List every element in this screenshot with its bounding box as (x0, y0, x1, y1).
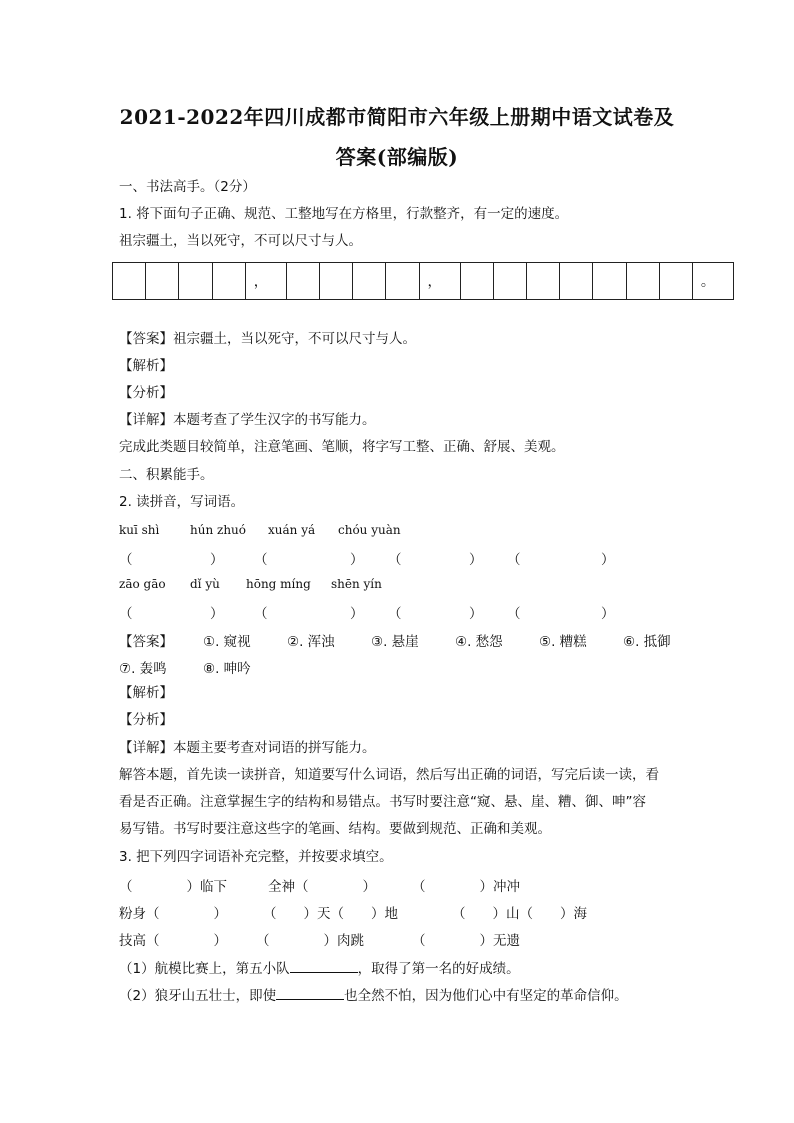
pinyin-1: kuī shì (119, 523, 160, 537)
blank-paren-open: （ (507, 606, 521, 622)
blank-paren-close: ） (350, 606, 364, 622)
blank-paren-close: ） (210, 552, 224, 568)
detail-2: 【详解】本题主要考查对词语的拼写能力。 (119, 740, 376, 756)
detail-2b: 解答本题，首先读一读拼音，知道要写什么词语，然后写出正确的词语，写完后读一读，看 (119, 767, 659, 783)
grid-cell (527, 263, 560, 299)
idiom-blank: （ ）无遗 (412, 933, 520, 949)
blank-paren-close: ） (469, 606, 483, 622)
grid-cell (660, 263, 693, 299)
blank-paren-close: ） (469, 552, 483, 568)
grid-cell (179, 263, 212, 299)
fill-sentence-2 (119, 984, 628, 1004)
answer-item: ③. 悬崖 (371, 634, 419, 650)
blank-paren-open: （ (507, 552, 521, 568)
blank-paren-open: （ (119, 552, 133, 568)
fill-sentence-1-end: ，取得了第一名的好成绩。 (357, 961, 520, 977)
blank-paren-close: ） (601, 552, 615, 568)
fenxi-1: 【分析】 (119, 385, 173, 401)
idiom-blank: 全神（ ） (268, 879, 376, 895)
blank-paren-open: （ (388, 552, 402, 568)
idiom-blank: （ ）山（ ）海 (452, 906, 587, 922)
pinyin-8: shēn yín (331, 577, 382, 591)
document-title-line1: 2021-2022年四川成都市简阳市六年级上册期中语文试卷及 (119, 105, 675, 129)
blank-paren-close: ） (350, 552, 364, 568)
grid-cell (113, 263, 146, 299)
idiom-blank: （ ）肉跳 (256, 933, 364, 949)
detail-2c: 看是否正确。注意掌握生字的结构和易错点。书写时要注意“窥、悬、崖、糟、御、呻”容 (119, 794, 646, 810)
question1: 1. 将下面句子正确、规范、工整地写在方格里，行款整齐，有一定的速度。 (119, 206, 569, 222)
pinyin-2: hún zhuó (190, 523, 247, 537)
grid-cell (320, 263, 353, 299)
grid-cell (560, 263, 593, 299)
blank-paren-close: ） (601, 606, 615, 622)
fill-sentence-1 (119, 957, 520, 977)
idiom-blank: （ ）临下 (119, 879, 227, 895)
fill-sentence-2-end: 也全然不怕，因为他们心中有坚定的革命信仰。 (344, 988, 628, 1004)
detail-2d: 易写错。书写时要注意这些字的笔画、结构。要做到规范、正确和美观。 (119, 821, 551, 837)
grid-cell (146, 263, 179, 299)
document-title-line2: 答案(部编版) (335, 145, 459, 169)
blank-paren-open: （ (254, 552, 268, 568)
pinyin-5: zāo gāo (119, 577, 166, 591)
fenxi-2: 【分析】 (119, 712, 173, 728)
answer-item: ①. 窥视 (203, 634, 251, 650)
analysis-1: 【解析】 (119, 358, 173, 374)
grid-cell (213, 263, 246, 299)
grid-cell (494, 263, 527, 299)
idiom-blank: 技高（ ） (119, 933, 227, 949)
pinyin-3: xuán yá (268, 523, 316, 537)
answer-item: ⑤. 糟糕 (539, 634, 587, 650)
grid-cell (461, 263, 494, 299)
section1-heading: 一、书法高手。（2分） (119, 179, 256, 195)
blank-paren-open: （ (254, 606, 268, 622)
idiom-blank: 粉身（ ） (119, 906, 227, 922)
pinyin-6: dǐ yù (190, 577, 220, 591)
fill-blank-1 (290, 958, 358, 973)
answer-item: ②. 浑浊 (287, 634, 335, 650)
idiom-blank: （ ）天（ ）地 (263, 906, 398, 922)
fill-sentence-1-start: （1）航模比赛上，第五小队 (119, 961, 290, 977)
grid-cell: 。 (700, 274, 715, 290)
question3: 3. 把下列四字词语补充完整，并按要求填空。 (119, 849, 393, 865)
blank-paren-close: ） (210, 606, 224, 622)
answer-item: ⑧. 呻吟 (203, 661, 251, 677)
section2-heading: 二、积累能手。 (119, 467, 214, 483)
writing-grid (112, 262, 734, 300)
detail-1b: 完成此类题目较简单，注意笔画、笔顺，将字写工整、正确、舒展、美观。 (119, 439, 565, 455)
pinyin-4: chóu yuàn (338, 523, 401, 537)
fill-blank-2 (276, 985, 344, 1000)
question2: 2. 读拼音，写词语。 (119, 494, 245, 510)
analysis-2: 【解析】 (119, 685, 173, 701)
answer-item: ⑥. 抵御 (623, 634, 671, 650)
fill-sentence-2-start: （2）狼牙山五壮士，即使 (119, 988, 277, 1004)
answer-item: ④. 愁怨 (455, 634, 503, 650)
grid-cell (386, 263, 419, 299)
blank-paren-open: （ (119, 606, 133, 622)
pinyin-7: hōng míng (246, 577, 311, 591)
answer-item: ⑦. 轰鸣 (119, 661, 167, 677)
grid-cell: ， (246, 263, 287, 299)
idiom-blank: （ ）冲冲 (412, 879, 520, 895)
copy-sentence: 祖宗疆土，当以死守，不可以尺寸与人。 (119, 233, 362, 249)
grid-cell: ， (420, 263, 461, 299)
grid-cell (353, 263, 386, 299)
grid-cell (593, 263, 626, 299)
answer-1: 【答案】祖宗疆土，当以死守，不可以尺寸与人。 (119, 331, 416, 347)
grid-cell (627, 263, 660, 299)
blank-paren-open: （ (388, 606, 402, 622)
grid-cell (287, 263, 320, 299)
detail-1: 【详解】本题考查了学生汉字的书写能力。 (119, 412, 376, 428)
answer-label: 【答案】 (119, 634, 173, 650)
